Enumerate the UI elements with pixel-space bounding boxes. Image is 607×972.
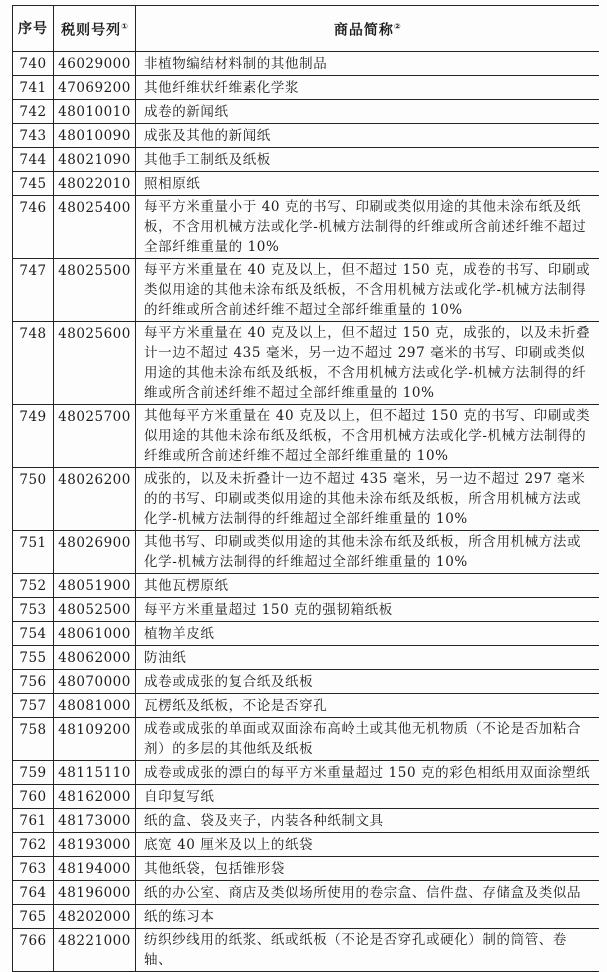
cell-serial-number: 763	[13, 857, 54, 881]
cell-product-name: 其他每平方米重量在 40 克及以上，但不超过 150 克的书写、印刷或类似用途的其他未涂布纸及纸板，不含用机械方法或化学-机械方法制得的纤维或所含前述纤维不超过全部纤维重量的 10%	[136, 405, 599, 468]
cell-product-name: 成卷或成张的漂白的每平方米重量超过 150 克的彩色相纸用双面涂塑纸	[136, 761, 599, 785]
footnote-marker-1: ①	[121, 21, 128, 31]
cell-tariff-code: 48025400	[54, 196, 136, 259]
cell-product-name: 瓦楞纸及纸板，不论是否穿孔	[136, 694, 599, 718]
cell-tariff-code: 48070000	[54, 670, 136, 694]
cell-product-name: 成张的，以及未折叠计一边不超过 435 毫米，另一边不超过 297 毫米的的书写、印刷或类似用途的其他未涂布纸及纸板，所含用机械方法或化学-机械方法制得的纤维超过全部纤维重量的 10%	[136, 468, 599, 531]
cell-serial-number: 758	[13, 718, 54, 761]
cell-serial-number: 759	[13, 761, 54, 785]
cell-serial-number: 742	[13, 100, 54, 124]
header-serial-number-label: 序号	[18, 20, 48, 37]
cell-serial-number: 762	[13, 833, 54, 857]
cell-serial-number: 747	[13, 259, 54, 322]
cell-serial-number: 766	[13, 929, 54, 972]
cell-tariff-code: 46029000	[54, 52, 136, 76]
cell-tariff-code: 48025500	[54, 259, 136, 322]
header-product-name-label: 商品简称	[333, 22, 394, 39]
cell-serial-number: 756	[13, 670, 54, 694]
table-row	[13, 52, 599, 76]
cell-product-name: 纸的盒、袋及夹子，内装各种纸制文具	[136, 809, 599, 833]
cell-serial-number: 760	[13, 785, 54, 809]
cell-product-name: 底宽 40 厘米及以上的纸袋	[136, 833, 599, 857]
cell-tariff-code: 48062000	[54, 646, 136, 670]
cell-tariff-code: 48115110	[54, 761, 136, 785]
cell-serial-number: 764	[13, 881, 54, 905]
cell-tariff-code: 48109200	[54, 718, 136, 761]
table-row	[13, 857, 599, 881]
table-row	[13, 574, 599, 598]
cell-serial-number: 755	[13, 646, 54, 670]
table-row	[13, 124, 599, 148]
cell-serial-number: 761	[13, 809, 54, 833]
cell-tariff-code: 48162000	[54, 785, 136, 809]
table-row	[13, 622, 599, 646]
table-body	[13, 52, 599, 972]
cell-product-name: 成卷的新闻纸	[136, 100, 599, 124]
table-row	[13, 761, 599, 785]
table-row	[13, 718, 599, 761]
table-row	[13, 646, 599, 670]
cell-product-name: 成卷或成张的复合纸及纸板	[136, 670, 599, 694]
cell-product-name: 每平方米重量在 40 克及以上，但不超过 150 克，成张的，以及未折叠计一边不超过 435 毫米，另一边不超过 297 毫米的书写、印刷或类似用途的其他未涂布纸及纸板，不含用机械方法或化学-机械方法制得的纤维或所含前述纤维不超过全部纤维重量的 10%	[136, 322, 599, 405]
footnote-marker-2: ②	[393, 21, 401, 31]
cell-serial-number: 754	[13, 622, 54, 646]
table-row	[13, 694, 599, 718]
cell-product-name: 每平方米重量小于 40 克的书写、印刷或类似用途的其他未涂布纸及纸板，不含用机械方法或化学-机械方法制得的纤维或所含前述纤维不超过全部纤维重量的 10%	[136, 196, 599, 259]
cell-tariff-code: 48193000	[54, 833, 136, 857]
header-row	[13, 6, 599, 52]
cell-tariff-code: 48194000	[54, 857, 136, 881]
cell-serial-number: 740	[13, 52, 54, 76]
cell-product-name: 纺织纱线用的纸浆、纸或纸板（不论是否穿孔或硬化）制的筒管、卷轴、	[136, 929, 599, 972]
table-row	[13, 809, 599, 833]
table-row	[13, 100, 599, 124]
cell-product-name: 成张及其他的新闻纸	[136, 124, 599, 148]
table-row	[13, 322, 599, 405]
table-row	[13, 929, 599, 972]
header-serial-number	[13, 6, 54, 52]
cell-serial-number: 751	[13, 531, 54, 574]
table-row	[13, 670, 599, 694]
cell-tariff-code: 48010010	[54, 100, 136, 124]
cell-tariff-code: 47069200	[54, 76, 136, 100]
cell-serial-number: 749	[13, 405, 54, 468]
cell-product-name: 纸的办公室、商店及类似场所使用的卷宗盒、信件盘、存储盒及类似品	[136, 881, 599, 905]
cell-tariff-code: 48196000	[54, 881, 136, 905]
cell-tariff-code: 48025600	[54, 322, 136, 405]
cell-serial-number: 748	[13, 322, 54, 405]
table-row	[13, 531, 599, 574]
table-row	[13, 148, 599, 172]
cell-tariff-code: 48221000	[54, 929, 136, 972]
cell-product-name: 自印复写纸	[136, 785, 599, 809]
table-row	[13, 598, 599, 622]
cell-product-name: 其他纤维状纤维素化学浆	[136, 76, 599, 100]
cell-tariff-code: 48061000	[54, 622, 136, 646]
cell-serial-number: 752	[13, 574, 54, 598]
cell-product-name: 纸的练习本	[136, 905, 599, 929]
cell-tariff-code: 48026900	[54, 531, 136, 574]
table-row	[13, 468, 599, 531]
table-row	[13, 76, 599, 100]
cell-serial-number: 741	[13, 76, 54, 100]
cell-serial-number: 757	[13, 694, 54, 718]
table-row	[13, 905, 599, 929]
tariff-table	[12, 5, 599, 972]
table-row	[13, 881, 599, 905]
header-tariff-code-label: 税则号列	[61, 22, 122, 39]
table-header	[13, 6, 599, 52]
table-row	[13, 405, 599, 468]
cell-tariff-code: 48022010	[54, 172, 136, 196]
cell-tariff-code: 48026200	[54, 468, 136, 531]
cell-product-name: 非植物编结材料制的其他制品	[136, 52, 599, 76]
cell-serial-number: 750	[13, 468, 54, 531]
table-row	[13, 172, 599, 196]
table-row	[13, 833, 599, 857]
header-tariff-code	[54, 6, 136, 52]
cell-tariff-code: 48081000	[54, 694, 136, 718]
cell-tariff-code: 48021090	[54, 148, 136, 172]
cell-tariff-code: 48173000	[54, 809, 136, 833]
cell-product-name: 植物羊皮纸	[136, 622, 599, 646]
cell-product-name: 成卷或成张的单面或双面涂布高岭土或其他无机物质（不论是否加粘合剂）的多层的其他纸及纸板	[136, 718, 599, 761]
cell-serial-number: 746	[13, 196, 54, 259]
cell-tariff-code: 48051900	[54, 574, 136, 598]
cell-product-name: 防油纸	[136, 646, 599, 670]
cell-product-name: 其他纸袋，包括锥形袋	[136, 857, 599, 881]
table-row	[13, 259, 599, 322]
cell-serial-number: 753	[13, 598, 54, 622]
cell-product-name: 其他手工制纸及纸板	[136, 148, 599, 172]
table-row	[13, 785, 599, 809]
cell-serial-number: 765	[13, 905, 54, 929]
cell-serial-number: 743	[13, 124, 54, 148]
cell-serial-number: 744	[13, 148, 54, 172]
cell-tariff-code: 48202000	[54, 905, 136, 929]
cell-product-name: 每平方米重量超过 150 克的强韧箱纸板	[136, 598, 599, 622]
cell-product-name: 其他瓦楞原纸	[136, 574, 599, 598]
cell-tariff-code: 48025700	[54, 405, 136, 468]
cell-serial-number: 745	[13, 172, 54, 196]
cell-tariff-code: 48010090	[54, 124, 136, 148]
cell-product-name: 其他书写、印刷或类似用途的其他未涂布纸及纸板，所含用机械方法或化学-机械方法制得的纤维超过全部纤维重量的 10%	[136, 531, 599, 574]
header-product-name	[136, 6, 599, 52]
cell-product-name: 照相原纸	[136, 172, 599, 196]
cell-product-name: 每平方米重量在 40 克及以上，但不超过 150 克，成卷的书写、印刷或类似用途的其他未涂布纸及纸板，不含用机械方法或化学-机械方法制得的纤维或所含前述纤维不超过全部纤维重量的 10%	[136, 259, 599, 322]
table-row	[13, 196, 599, 259]
cell-tariff-code: 48052500	[54, 598, 136, 622]
